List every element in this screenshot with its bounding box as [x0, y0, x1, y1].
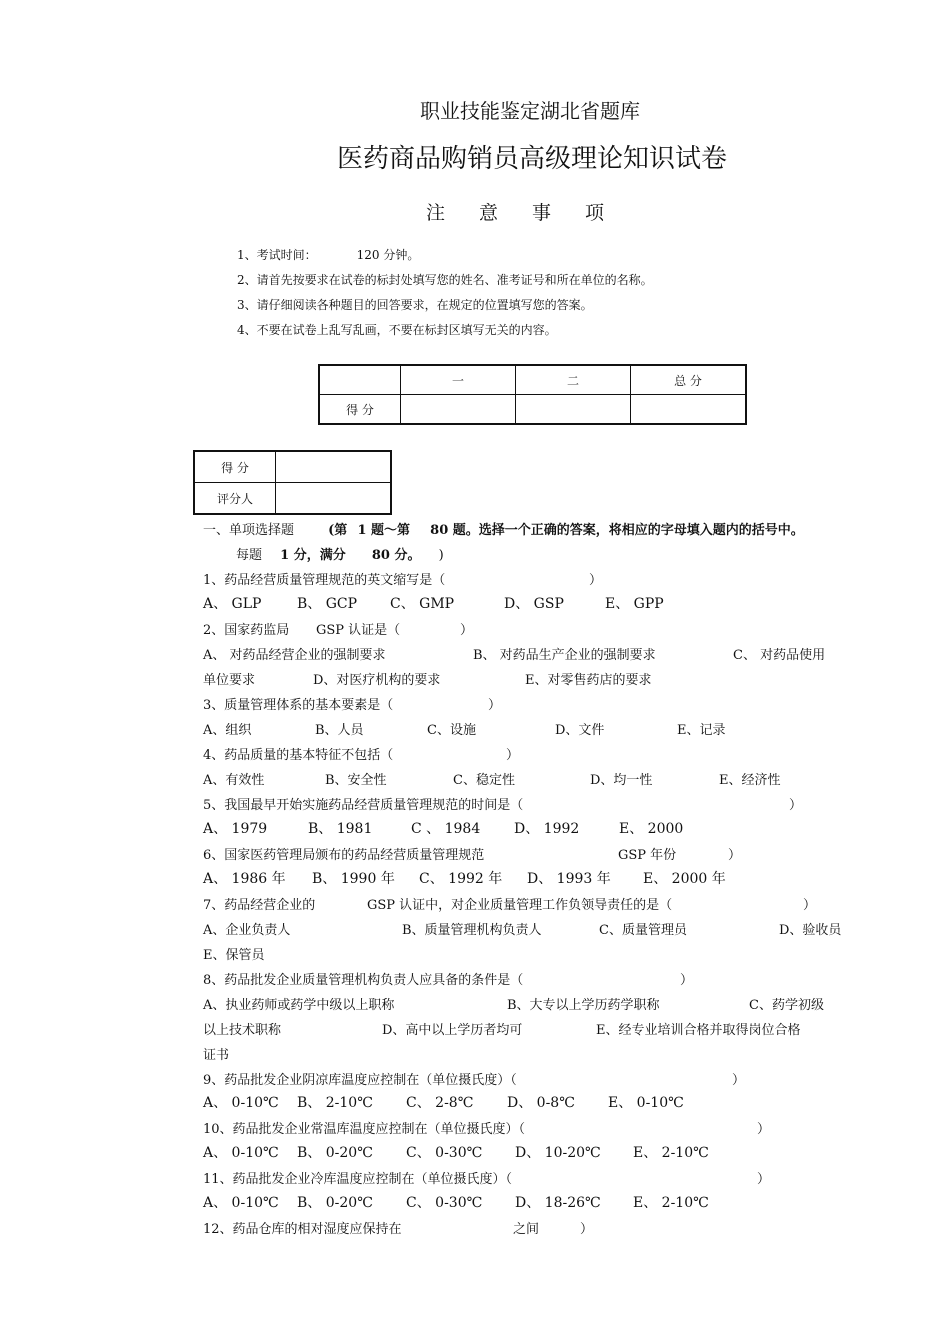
options-2: A、 对药品经营企业的强制要求 B、 对药品生产企业的强制要求 C、 对药品使用 — [203, 648, 826, 663]
question-7: 7、药品经营企业的 GSP 认证中，对企业质量管理工作负领导责任的是（ ） — [203, 898, 817, 913]
options-8-cont-2: 证书 — [203, 1048, 230, 1063]
options-2-cont: 单位要求 D、对医疗机构的要求 E、对零售药店的要求 — [203, 673, 652, 688]
question-12: 12、药品仓库的相对湿度应保持在 之间 ） — [203, 1222, 594, 1237]
options-8: A、执业药师或药学中级以上职称 B、大专以上学历药学职称 C、药学初级 — [203, 998, 824, 1013]
question-1: 1、药品经营质量管理规范的英文缩写是（ ） — [203, 573, 603, 588]
section-instruction: 一、单项选择题 (第 1 题～第 80 题。选择一个正确的答案，将相应的字母填入题内的括号中。 — [203, 523, 804, 538]
question-10: 10、药品批发企业常温库温度应控制在（单位摄氏度）（ ） — [203, 1122, 771, 1137]
grader-table: 得 分 评分人 — [193, 450, 392, 515]
question-4: 4、药品质量的基本特征不包括（ ） — [203, 748, 520, 763]
options-8-cont: 以上技术职称 D、高中以上学历者均可 E、经专业培训合格并取得岗位合格 — [203, 1023, 801, 1038]
options-11: A、 0-10℃ B、 0-20℃ C、 0-30℃ D、 18-26℃ E、 2-10℃ — [203, 1195, 709, 1211]
options-10: A、 0-10℃ B、 0-20℃ C、 0-30℃ D、 10-20℃ E、 2-10℃ — [203, 1145, 709, 1161]
question-5: 5、我国最早开始实施药品经营质量管理规范的时间是（ ） — [203, 798, 803, 813]
section-instruction-2: 每题 1 分，满分 80 分。 ) — [236, 548, 444, 563]
options-6: A、 1986 年 B、 1990 年 C、 1992 年 D、 1993 年 E、 2000 年 — [203, 871, 726, 887]
question-3: 3、质量管理体系的基本要素是（ ） — [203, 698, 502, 713]
options-7: A、企业负责人 B、质量管理机构负责人 C、质量管理员 D、验收员 — [203, 923, 842, 938]
options-7-cont: E、保管员 — [203, 948, 265, 963]
options-3: A、组织 B、人员 C、设施 D、文件 E、记录 — [203, 723, 726, 738]
notice-item: 3、请仔细阅读各种题目的回答要求，在规定的位置填写您的答案。 — [237, 298, 593, 312]
exam-title: 医药商品购销员高级理论知识试卷 — [336, 144, 727, 174]
question-11: 11、药品批发企业冷库温度应控制在（单位摄氏度）（ ） — [203, 1172, 771, 1187]
question-8: 8、药品批发企业质量管理机构负责人应具备的条件是（ ） — [203, 973, 694, 988]
options-5: A、 1979 B、 1981 C 、 1984 D、 1992 E、 2000 — [203, 821, 684, 837]
question-2: 2、国家药监局 GSP 认证是（ ） — [203, 623, 474, 638]
notice-item: 2、请首先按要求在试卷的标封处填写您的姓名、准考证号和所在单位的名称。 — [237, 273, 653, 287]
options-1: A、 GLP B、 GCP C、 GMP D、 GSP E、 GPP — [203, 596, 664, 612]
question-9: 9、药品批发企业阴凉库温度应控制在（单位摄氏度）（ ） — [203, 1073, 746, 1088]
score-table: 一 二 总 分 得 分 — [318, 364, 747, 425]
exam-org-title: 职业技能鉴定湖北省题库 — [420, 99, 640, 123]
notice-heading: 注意事项 — [425, 202, 638, 224]
notice-item: 1、考试时间： 120 分钟。 — [237, 248, 420, 262]
notice-item: 4、不要在试卷上乱写乱画，不要在标封区填写无关的内容。 — [237, 323, 557, 337]
options-9: A、 0-10℃ B、 2-10℃ C、 2-8℃ D、 0-8℃ E、 0-10℃ — [203, 1095, 684, 1111]
options-4: A、有效性 B、安全性 C、稳定性 D、均一性 E、经济性 — [203, 773, 781, 788]
question-6: 6、国家医药管理局颁布的药品经营质量管理规范 GSP 年份 ） — [203, 848, 742, 863]
